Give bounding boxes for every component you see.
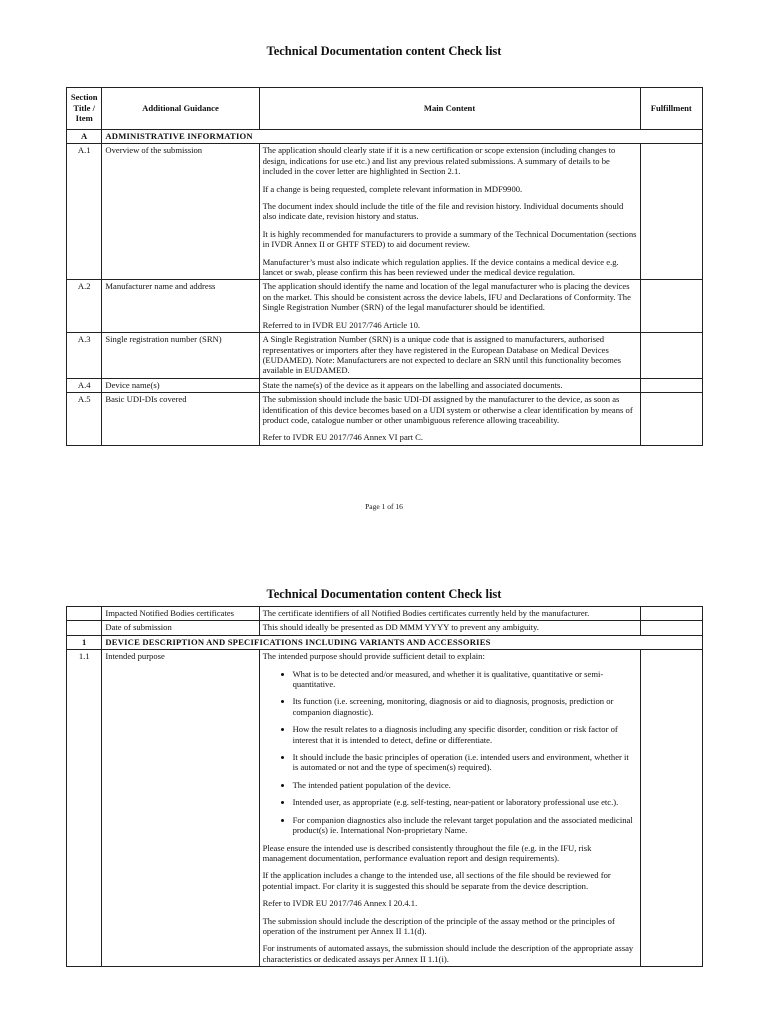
item-number: A.1: [67, 144, 102, 280]
fulfillment-cell[interactable]: [640, 333, 702, 379]
table-row: [67, 650, 703, 967]
content-paragraph: Please ensure the intended use is described consistently throughout the file (e.g. in the IFU, risk management documentation, performance evaluation report and design requirements).: [262, 842, 592, 863]
section-row: [67, 130, 703, 144]
fulfillment-cell[interactable]: [640, 650, 702, 967]
content-paragraph: The intended purpose should provide sufficient detail to explain:: [262, 651, 485, 662]
content-paragraph: The submission should include the basic UDI-DI assigned by the manufacturer to the device, as soon as identification of this device becomes based on a UDI system or otherwise a clear identification by means of product code, catalogue number or other unambiguous reference allowing traceability.: [262, 394, 633, 425]
fulfillment-cell[interactable]: [640, 378, 702, 392]
item-guidance: Overview of the submission: [102, 144, 259, 280]
item-number: A.3: [67, 333, 102, 379]
section-title: ADMINISTRATIVE INFORMATION: [102, 130, 703, 144]
page-title: Technical Documentation content Check list: [266, 587, 502, 601]
item-guidance: Manufacturer name and address: [102, 280, 259, 333]
list-item: • For companion diagnostics also include the relevant target population and the associated medicinal product(s) ie. International Non-proprietary Name.: [293, 815, 637, 836]
fulfillment-cell[interactable]: [640, 144, 702, 280]
table-row: [67, 333, 703, 379]
checklist-table: [66, 606, 703, 967]
table-row: [67, 607, 703, 621]
bullet-list: [263, 669, 637, 836]
list-item: • How the result relates to a diagnosis including any specific disorder, condition or risk factor of interest that it is intended to detect, define or differentiate.: [293, 724, 637, 745]
item-number: A.2: [67, 280, 102, 333]
list-item: • The intended patient population of the device.: [293, 780, 637, 790]
item-number: A.5: [67, 393, 102, 446]
item-number: [67, 621, 102, 635]
content-paragraph: Manufacturer’s must also indicate which regulation applies. If the device contains a medical device e.g. lancet or swab, please confirm this has been reviewed under the medical device regulation.: [262, 256, 619, 278]
section-code: 1: [67, 635, 102, 649]
item-number: [67, 607, 102, 621]
content-paragraph: The document index should include the title of the file and revision history. Individual documents should also indicate date, revision history and status.: [262, 201, 624, 222]
content-paragraph: State the name(s) of the device as it appears on the labelling and associated documents.: [262, 379, 563, 390]
item-guidance: Basic UDI-DIs covered: [102, 393, 259, 446]
table-row: [67, 378, 703, 392]
fulfillment-cell[interactable]: [640, 607, 702, 621]
item-main-content: The certificate identifiers of all Notified Bodies certificates currently held by the manufacturer.: [259, 607, 640, 621]
table-row: [67, 621, 703, 635]
item-main-content: [259, 144, 640, 280]
item-guidance: Impacted Notified Bodies certificates: [102, 607, 259, 621]
item-guidance: Device name(s): [102, 378, 259, 392]
content-paragraph: For instruments of automated assays, the submission should include the description of the appropriate assay characteristics or dedicated assays per Annex II 1.1(i).: [262, 943, 634, 964]
document-page-2: [0, 532, 768, 1024]
page-footer: Page 1 of 16: [365, 502, 403, 511]
section-code: A: [67, 130, 102, 144]
content-paragraph: Refer to IVDR EU 2017/746 Annex I 20.4.1.: [262, 898, 418, 909]
content-paragraph: The application should identify the name and location of the legal manufacturer who is placing the devices on the market. This should be consistent across the device labels, IFU and Declarations of Conformity. The Single Registration Number (SRN) of the legal manufacturer should be identified.: [262, 281, 631, 313]
item-main-content: [259, 650, 640, 967]
list-item: • Intended user, as appropriate (e.g. self-testing, near-patient or laboratory professional use etc.).: [293, 797, 637, 807]
checklist-table: [66, 87, 703, 446]
table-row: [67, 280, 703, 333]
content-paragraph: Referred to in IVDR EU 2017/746 Article 10.: [262, 319, 421, 330]
item-guidance: Intended purpose: [102, 650, 259, 967]
content-paragraph: If a change is being requested, complete relevant information in MDF9900.: [262, 183, 523, 194]
fulfillment-cell[interactable]: [640, 393, 702, 446]
item-number: A.4: [67, 378, 102, 392]
section-row: [67, 635, 703, 649]
content-paragraph: The application should clearly state if it is a new certification or scope extension (including changes to design, indications for use etc.) and list any previous related submissions. A summary of details to be included in the cover letter are highlighted in Section 2.1.: [262, 145, 616, 177]
item-main-content: [259, 333, 640, 379]
fulfillment-cell[interactable]: [640, 280, 702, 333]
list-item: • It should include the basic principles of operation (i.e. intended users and environment, whether it is automated or not and the type of specimen(s) required).: [293, 752, 637, 773]
content-paragraph: The submission should include the description of the principle of the assay method or the principles of operation of the instrument per Annex II 1.1(d).: [262, 915, 615, 936]
item-main-content: This should ideally be presented as DD MMM YYYY to prevent any ambiguity.: [259, 621, 640, 635]
item-number: 1.1: [67, 650, 102, 967]
header-section: Section Title / Item: [67, 88, 102, 130]
list-item: • What is to be detected and/or measured, and whether it is qualitative, quantitative or semi-quantitative.: [293, 669, 637, 690]
item-main-content: [259, 280, 640, 333]
header-main-content: Main Content: [259, 88, 640, 130]
item-main-content: [259, 378, 640, 392]
list-item: • Its function (i.e. screening, monitoring, diagnosis or aid to diagnosis, prognosis, prediction or companion diagnostic).: [293, 696, 637, 717]
header-fulfillment: Fulfillment: [640, 88, 702, 130]
fulfillment-cell[interactable]: [640, 621, 702, 635]
section-title: DEVICE DESCRIPTION AND SPECIFICATIONS INCLUDING VARIANTS AND ACCESSORIES: [102, 635, 703, 649]
content-paragraph: A Single Registration Number (SRN) is a unique code that is assigned to manufacturers, authorised representatives or importers after they have registered in the European Database on Medical Devices (EUDAMED). Note: Manufacturers are not expected to declare an SRN until this functionality becomes available in EUDAMED.: [262, 334, 622, 376]
content-paragraph: Refer to IVDR EU 2017/746 Annex VI part C.: [262, 432, 424, 443]
table-row: [67, 393, 703, 446]
content-paragraph: If the application includes a change to the intended use, all sections of the file should be reviewed for potential impact. For clarity it is suggested this should be separate from the device description.: [262, 870, 611, 891]
table-row: [67, 144, 703, 280]
item-guidance: Single registration number (SRN): [102, 333, 259, 379]
content-paragraph: It is highly recommended for manufacturers to provide a summary of the Technical Documentation (sections in IVDR Annex II or GHTF STED) to aid document review.: [262, 228, 637, 250]
page-title: Technical Documentation content Check list: [266, 44, 502, 58]
item-guidance: Date of submission: [102, 621, 259, 635]
header-guidance: Additional Guidance: [102, 88, 259, 130]
item-main-content: [259, 393, 640, 446]
